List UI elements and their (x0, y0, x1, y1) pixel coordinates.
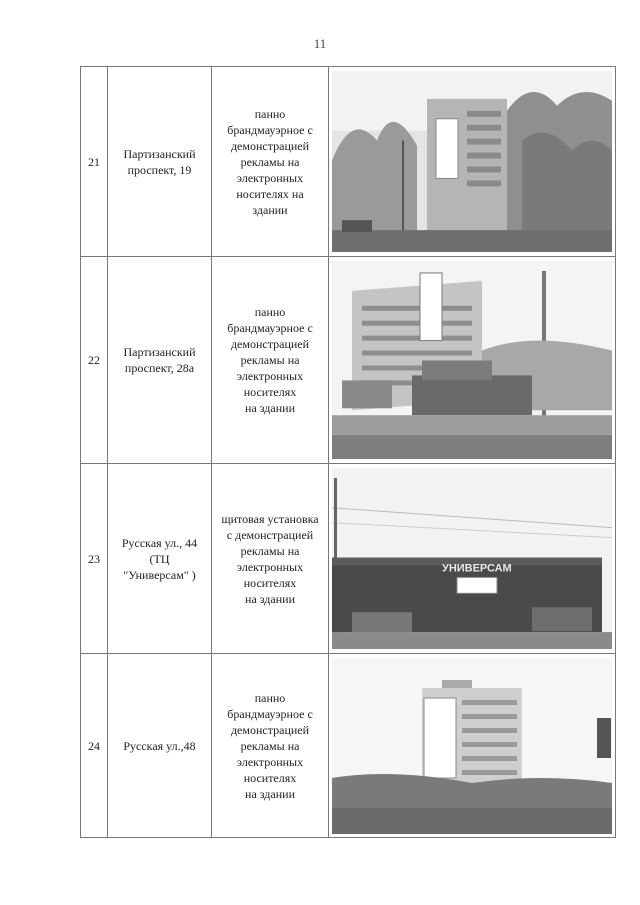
page-number: 11 (313, 36, 327, 51)
row-number: 23 (81, 464, 108, 653)
address-cell: Партизанский проспект, 19 (108, 67, 212, 256)
table-row (81, 654, 615, 838)
address-cell: Партизанский проспект, 28а (108, 257, 212, 463)
building-photo (332, 658, 612, 834)
building-photo (332, 468, 612, 649)
photo-cell (329, 654, 615, 838)
structure-type-cell: панно брандмауэрное с демонстрацией рекламы на электронных носителях на здании (212, 257, 329, 463)
row-number: 22 (81, 257, 108, 463)
structure-type-cell: панно брандмауэрное с демонстрацией рекламы на электронных носителях на здании (212, 67, 329, 256)
address-cell: Русская ул.,48 (108, 654, 212, 838)
row-number: 21 (81, 67, 108, 256)
table-row (81, 257, 615, 464)
building-photo (332, 261, 612, 459)
table-row (81, 464, 615, 654)
photo-cell (329, 464, 615, 653)
photo-cell (329, 257, 615, 463)
row-number: 24 (81, 654, 108, 838)
table-row (81, 67, 615, 257)
photo-cell (329, 67, 615, 256)
building-photo (332, 71, 612, 252)
address-cell: Русская ул., 44 (ТЦ "Универсам" ) (108, 464, 212, 653)
sign-text: УНИВЕРСАМ (442, 562, 512, 575)
structure-type-cell: панно брандмауэрное с демонстрацией рекламы на электронных носителях на здании (212, 654, 329, 838)
advertising-structures-table (80, 66, 616, 838)
structure-type-cell: щитовая установка с демонстрацией рекламы на электронных носителях на здании (212, 464, 329, 653)
